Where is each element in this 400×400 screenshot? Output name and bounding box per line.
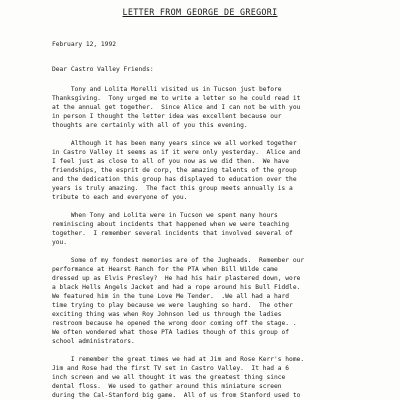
text-line: years is truly amazing. The fact this group meets annually is a [52, 185, 293, 192]
text-line: We featured him in the tune Love Me Tender. .We all had a hard [52, 293, 290, 300]
text-line: Thanksgiving. Tony urged me to write a letter so he could read it [52, 95, 301, 102]
letter-salutation: Dear Castro Valley Friends: [52, 66, 154, 73]
text-line: in Castro Valley it seems as if it were only yesterday. Alice and [52, 149, 301, 156]
letter-title: LETTER FROM GEORGE DE GREGORI [122, 7, 278, 17]
text-line: I feel just as close to all of you now as we did then. We have [52, 158, 290, 165]
text-line: Jim and Rose had the first TV set in Castro Valley. It had a 6 [52, 365, 290, 372]
text-line: in person I thought the letter idea was excellent because our [52, 113, 282, 120]
text-line: inch screen and we all thought it was the greatest thing since [52, 374, 286, 381]
text-line: at the annual get together. Since Alice and I can not be with you [52, 104, 301, 111]
text-line: together. I remember several incidents that involved several of [52, 230, 293, 237]
text-line: thoughts are certainly with all of you this evening. [52, 122, 248, 129]
text-line: Some of my fondest memories are of the Jugheads. Remember our [52, 257, 305, 264]
text-line: dental floss. We used to gather around this miniature screen [52, 383, 282, 390]
text-line: We often wondered what those PTA ladies though of this group of [52, 329, 290, 336]
letter-date: February 12, 1992 [52, 41, 116, 48]
text-line: time trying to play because we were laughing so hard. The other [52, 302, 293, 309]
text-line: a black Hells Angels Jacket and had a rope around his Bull Fiddle. [52, 284, 301, 291]
text-line: and the dedication this group has displayed to education over the [52, 176, 297, 183]
text-line: performance at Hearst Ranch for the PTA when Bill Wilde came [52, 266, 278, 273]
text-line: restroom because he opened the wrong door coming off the stage. . [52, 320, 297, 327]
text-line: Although it has been many years since we all worked together [52, 140, 297, 147]
text-line: I remember the great times we had at Jim and Rose Kerr's home. [52, 356, 305, 363]
text-line: tribute to each and everyone of you. [52, 194, 188, 201]
text-line: you. [52, 239, 68, 246]
text-line: friendships, the esprit de corp, the amazing talents of the group [52, 167, 297, 174]
text-line: reminiscing about incidents that happened when we were teaching [52, 221, 290, 228]
text-line: exciting thing was when Roy Johnson led us through the ladies [52, 311, 282, 318]
text-line: When Tony and Lolita were in Tucson we spent many hours [52, 212, 278, 219]
text-line: dressed up as Elvis Presley? He had his hair plastered down, wore [52, 275, 301, 282]
text-line: school administrators. [52, 338, 135, 345]
text-line: during the Cal-Stanford big game. All of us from Stanford used to [52, 392, 301, 399]
text-line: Tony and Lolita Morelli visited us in Tucson just before [52, 86, 282, 93]
